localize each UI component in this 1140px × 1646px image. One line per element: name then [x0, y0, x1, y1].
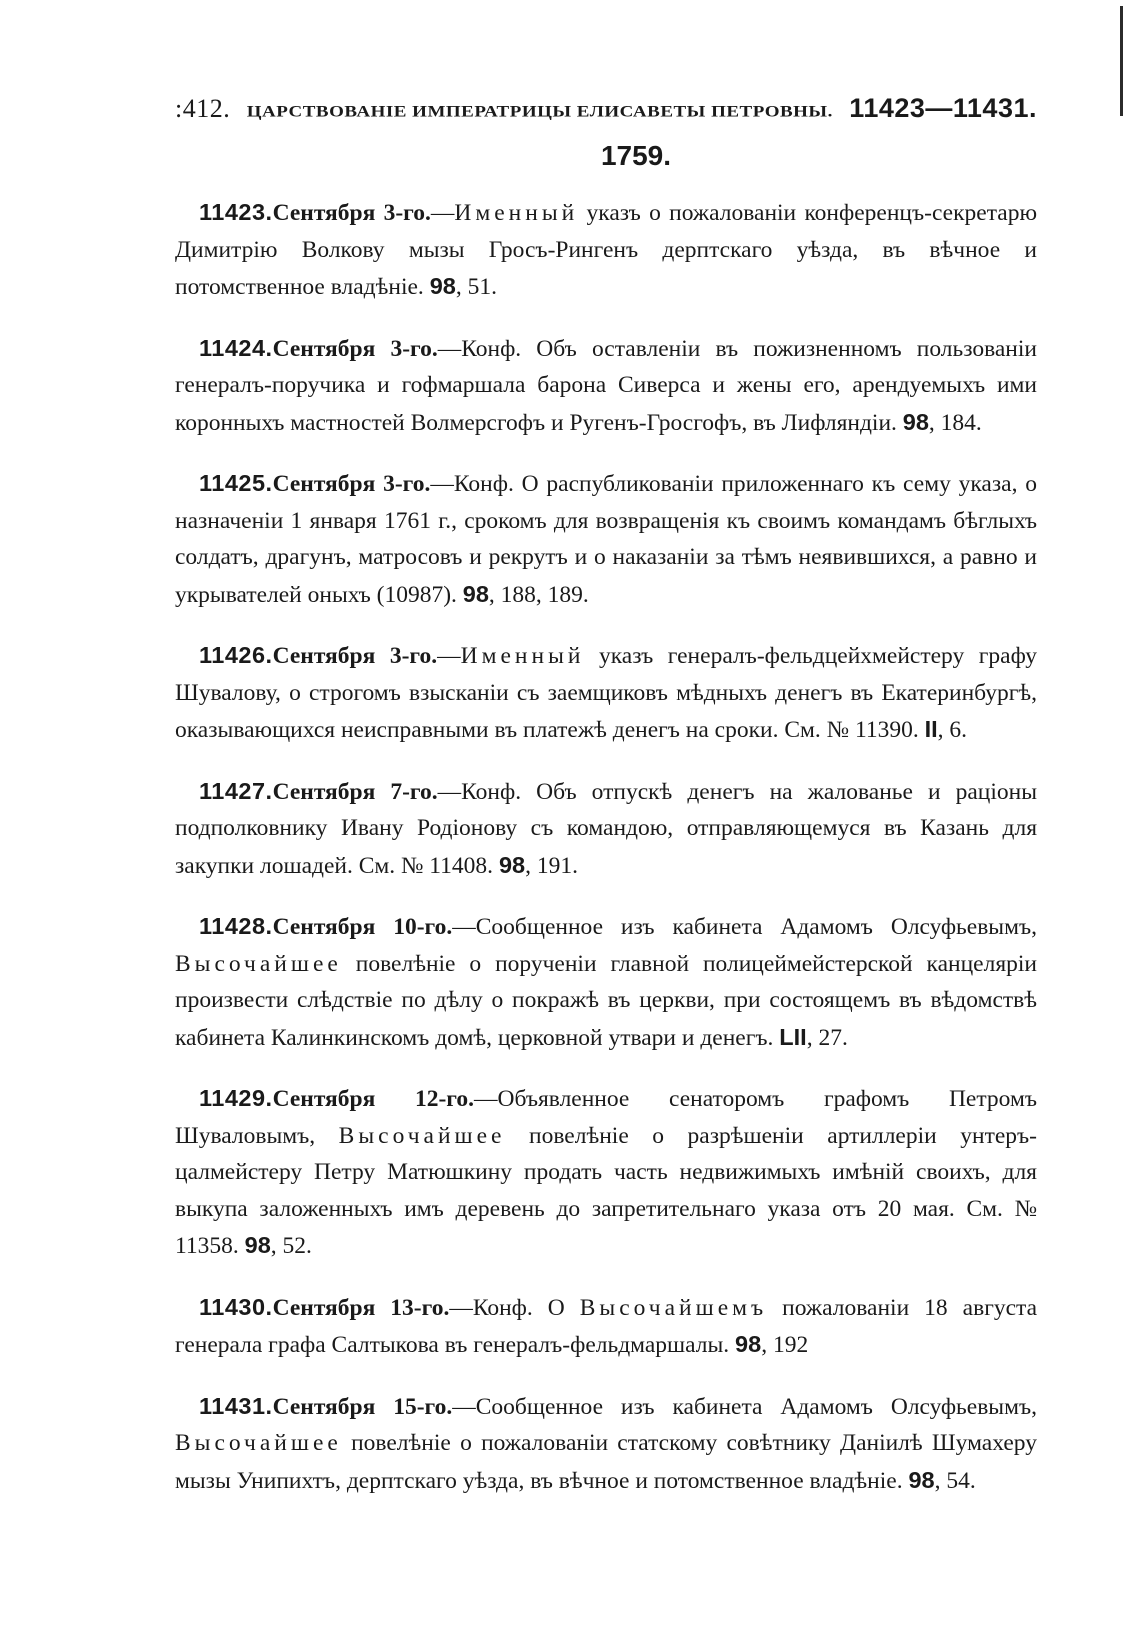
entry-date: Сентября 7-го.	[272, 778, 438, 805]
entry-number: 11428.	[199, 913, 273, 939]
source-volume: 98	[735, 1331, 762, 1357]
entry-number: 11431.	[199, 1392, 273, 1419]
entry-11431	[175, 1388, 1037, 1500]
source-pages: , 192	[761, 1332, 809, 1358]
entry-11430	[175, 1289, 1037, 1364]
entry-11426	[175, 637, 1037, 749]
entry-number: 11425.	[199, 470, 273, 496]
source-volume: 98	[902, 408, 929, 435]
source-pages: , 51.	[455, 274, 497, 300]
source-volume: II	[924, 716, 938, 742]
source-pages: , 54.	[934, 1467, 976, 1494]
source-volume: LII	[779, 1023, 807, 1050]
source-volume: 98	[498, 851, 526, 878]
entry-date: Сентября 3-го.	[272, 335, 438, 362]
entry-date: Сентября 3-го.	[272, 200, 431, 226]
entry-11428	[175, 908, 1037, 1056]
entry-11429	[175, 1080, 1037, 1265]
entry-text: —Сообщенное изъ кабинета Адамомъ Олсуфьевымъ,	[452, 914, 1037, 940]
entry-emphasis: Высочайшее	[175, 1430, 342, 1456]
entry-text: —Конф. Объ оставленіи въ пожизненномъ пользованіи генералъ-поручика и гофмаршала барона Сиверса и жены его, арендуемыхъ ими коронныхъ мастностей Волмерсгофъ и Ругенъ-Гросгофъ, въ Лифляндіи.	[175, 335, 1037, 436]
entry-date: Сентября 3-го.	[272, 471, 431, 497]
entry-11423	[175, 194, 1037, 306]
entry-date: Сентября 15-го.	[272, 1393, 453, 1420]
source-pages: , 188, 189.	[488, 581, 589, 608]
running-head	[175, 88, 1037, 128]
entry-11427	[175, 773, 1037, 885]
running-title: ЦАРСТВОВАНІЕ ИМПЕРАТРИЦЫ ЕЛИСАВЕТЫ ПЕТРОВНЫ.	[246, 102, 833, 121]
entry-11424	[175, 330, 1037, 442]
page-number: :412.	[175, 94, 231, 123]
source-volume: 98	[244, 1232, 271, 1258]
entry-11425	[175, 465, 1037, 613]
entry-text: —	[437, 643, 461, 669]
entry-number: 11430.	[199, 1293, 273, 1320]
source-pages: , 184.	[928, 409, 982, 436]
entry-emphasis: Высочайшее	[175, 950, 342, 977]
entry-text: —	[430, 200, 455, 226]
entry-number: 11429.	[199, 1085, 273, 1111]
entry-emphasis: Именный	[454, 200, 579, 226]
entry-text: —Сообщенное изъ кабинета Адамомъ Олсуфьевымъ,	[452, 1393, 1037, 1420]
source-pages: , 27.	[806, 1024, 848, 1051]
entry-number: 11423.	[199, 199, 273, 225]
source-volume: 98	[908, 1466, 935, 1493]
entry-number: 11427.	[199, 777, 273, 804]
entry-text-cont: повелѣніе о порученіи главной полицеймейстерской канцеляріи произвести слѣдствіе по дѣлу о покражѣ въ церкви, при состоящемъ въ вѣдомствѣ кабинета Калинкинскомъ домѣ, церковной утвари и денегъ.	[175, 950, 1037, 1051]
source-pages: , 6.	[937, 717, 968, 743]
source-pages: , 191.	[525, 852, 578, 879]
entry-emphasis: Высочайшее	[338, 1122, 506, 1149]
entry-text: —Конф. О распубликованіи приложеннаго къ сему указа, о назначеніи 1 января 1761 г., срокомъ для возвращенія къ своимъ командамъ бѣглыхъ солдатъ, драгунъ, матросовъ и рекрутъ и о наказаніи за тѣмъ неявившихся, а равно и укрывателей оныхъ (10987).	[175, 471, 1037, 608]
entry-number: 11424.	[199, 334, 273, 361]
entry-text-cont: повелѣніе о разрѣшеніи артиллеріи унтеръ-цалмейстеру Петру Матюшкину продать часть недвижимыхъ имѣній своихъ, для выкупа заложенныхъ имъ деревень до запретительнаго указа отъ 20 мая. См. № 11358.	[175, 1122, 1037, 1259]
source-volume: 98	[462, 580, 489, 607]
entry-date: Сентября 3-го.	[272, 643, 438, 669]
source-volume: 98	[429, 273, 456, 299]
entry-text-cont: указъ о пожалованіи конференцъ-секретарю Димитрію Волкову мызы Гросъ-Рингенъ дерптскаго уѣзда, въ вѣчное и потомственное владѣніе.	[175, 200, 1037, 300]
entry-date: Сентября 12-го.	[272, 1086, 474, 1112]
page-edge-line	[1120, 6, 1123, 116]
entry-emphasis: Высочайшемъ	[579, 1294, 768, 1321]
entry-date: Сентября 10-го.	[272, 914, 453, 940]
entry-text: —Конф. Объ отпускѣ денегъ на жалованье и раціоны подполковнику Ивану Родіонову съ командою, отправляющемуся въ Казань для закупки лошадей. См. № 11408.	[175, 778, 1037, 879]
entry-emphasis: Именный	[460, 643, 585, 669]
entry-text: —Конф. О	[449, 1294, 580, 1321]
entry-text: —Объявленное сенаторомъ графомъ Петромъ Шуваловымъ,	[175, 1086, 1037, 1149]
entry-range: 11423—11431.	[849, 93, 1037, 123]
entry-text-cont: указъ генералъ-фельдцейхмейстеру графу Шувалову, о строгомъ взысканіи съ заемщиковъ мѣдныхъ денегъ въ Екатеринбургѣ, оказывающихся неисправными въ платежѣ денегъ на сроки. См. № 11390.	[175, 643, 1037, 743]
book-page	[175, 88, 1037, 1499]
entry-number: 11426.	[199, 642, 273, 668]
year-heading: 1759.	[600, 140, 672, 171]
entry-date: Сентября 13-го.	[272, 1294, 450, 1321]
entry-text-cont: пожалованіи 18 августа генерала графа Салтыкова въ генералъ-фельдмаршалы.	[175, 1294, 1037, 1358]
entry-text-cont: повелѣніе о пожалованіи статскому совѣтнику Даніилѣ Шумахеру мызы Унипихтъ, дерптскаго уѣзда, въ вѣчное и потомственное владѣніе.	[175, 1430, 1037, 1494]
source-pages: , 52.	[270, 1233, 312, 1259]
